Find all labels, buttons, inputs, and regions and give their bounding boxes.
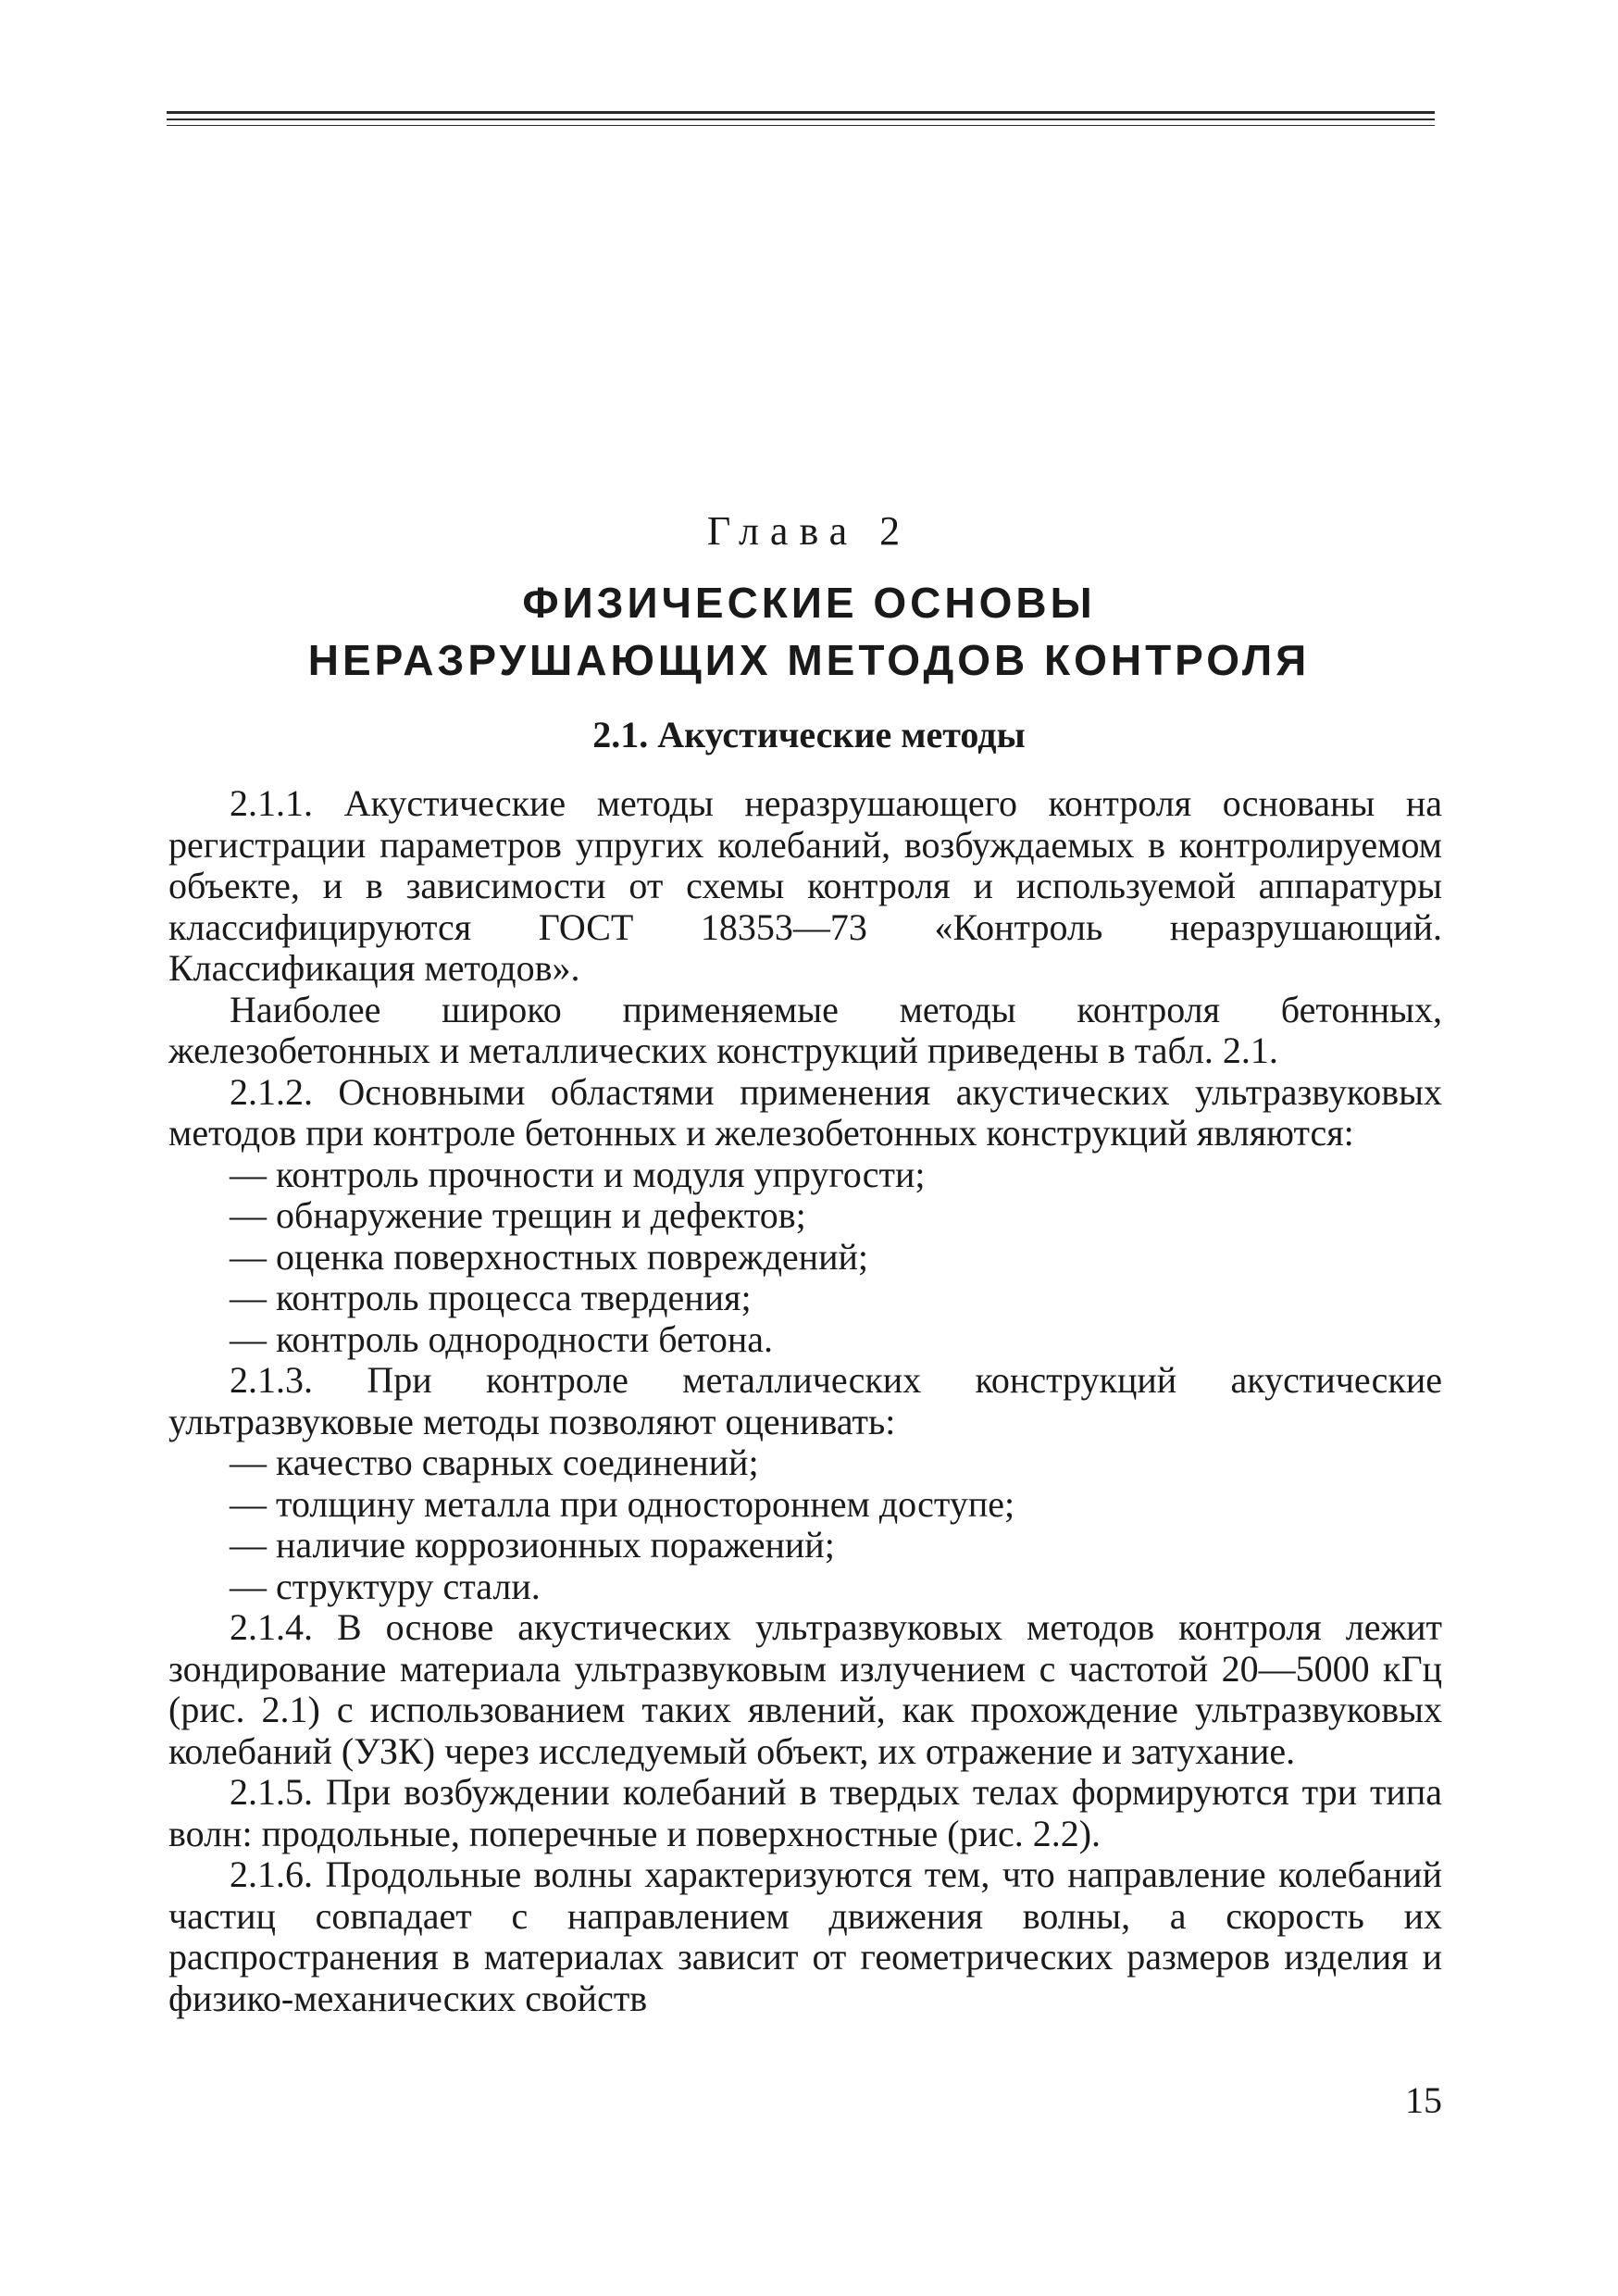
- header-rule: [167, 125, 1435, 126]
- paragraph-2-1-6: 2.1.6. Продольные волны характеризуются тем, что направление колебаний частиц совпадает с направлением движения волны, а скорость их распространения в материалах зависит от геометрических размеров изделия и физико-механических свойств: [168, 1853, 1442, 2019]
- list-item: — толщину металла при одностороннем доступе;: [230, 1482, 1015, 1525]
- list-item: — контроль однородности бетона.: [230, 1317, 773, 1360]
- chapter-title-line-2: НЕРАЗРУШАЮЩИХ МЕТОДОВ КОНТРОЛЯ: [307, 636, 1311, 684]
- paragraph-2-1-5: 2.1.5. При возбуждении колебаний в твердых телах формируются три типа волн: продольные, поперечные и поверхностные (рис. 2.2).: [168, 1771, 1442, 1854]
- page-number: 15: [1405, 2079, 1442, 2121]
- chapter-title: [0, 574, 1618, 689]
- list-item: — оценка поверхностных повреждений;: [230, 1235, 868, 1278]
- list-item: — контроль процесса твердения;: [230, 1277, 752, 1318]
- header-rule: [167, 111, 1435, 114]
- paragraph-2-1-2: 2.1.2. Основными областями применения акустических ультразвуковых методов при контроле бетонных и железобетонных конструкций являются:: [168, 1070, 1442, 1154]
- list-item: — структуру стали.: [230, 1565, 541, 1607]
- list-item: — качество сварных соединений;: [230, 1441, 759, 1483]
- body-text: [168, 783, 1442, 2019]
- paragraph-2-1-4: 2.1.4. В основе акустических ультразвуковых методов контроля лежит зондирование материала ультразвуковым излучением с частотой 20—5000 кГц (рис. 2.1) с использованием таких явлений, как прохождение ультразвуковых колебаний (УЗК) через исследуемый объект, их отражение и затухание.: [168, 1606, 1442, 1772]
- header-rule: [167, 119, 1435, 120]
- list-item: — контроль прочности и модуля упругости;: [230, 1153, 926, 1195]
- section-title: 2.1. Акустические методы: [592, 714, 1026, 755]
- paragraph-2-1-1: 2.1.1. Акустические методы неразрушающего контроля основаны на регистрации параметров упругих колебаний, возбуждаемых в контролируемом объекте, и в зависимости от схемы контроля и используемой аппаратуры классифицируются ГОСТ 18353—73 «Контроль неразрушающий. Классификация методов».: [168, 782, 1442, 989]
- paragraph-table-reference: Наиболее широко применяемые методы контроля бетонных, железобетонных и металлических конструкций приведены в табл. 2.1.: [168, 988, 1442, 1071]
- paragraph-2-1-3: 2.1.3. При контроле металлических конструкций акустические ультразвуковые методы позволяют оценивать:: [168, 1359, 1442, 1442]
- list-item: — обнаружение трещин и дефектов;: [230, 1194, 806, 1236]
- chapter-title-line-1: ФИЗИЧЕСКИЕ ОСНОВЫ: [522, 579, 1096, 627]
- list-item: — наличие коррозионных поражений;: [230, 1524, 835, 1566]
- chapter-label: Глава 2: [706, 508, 912, 554]
